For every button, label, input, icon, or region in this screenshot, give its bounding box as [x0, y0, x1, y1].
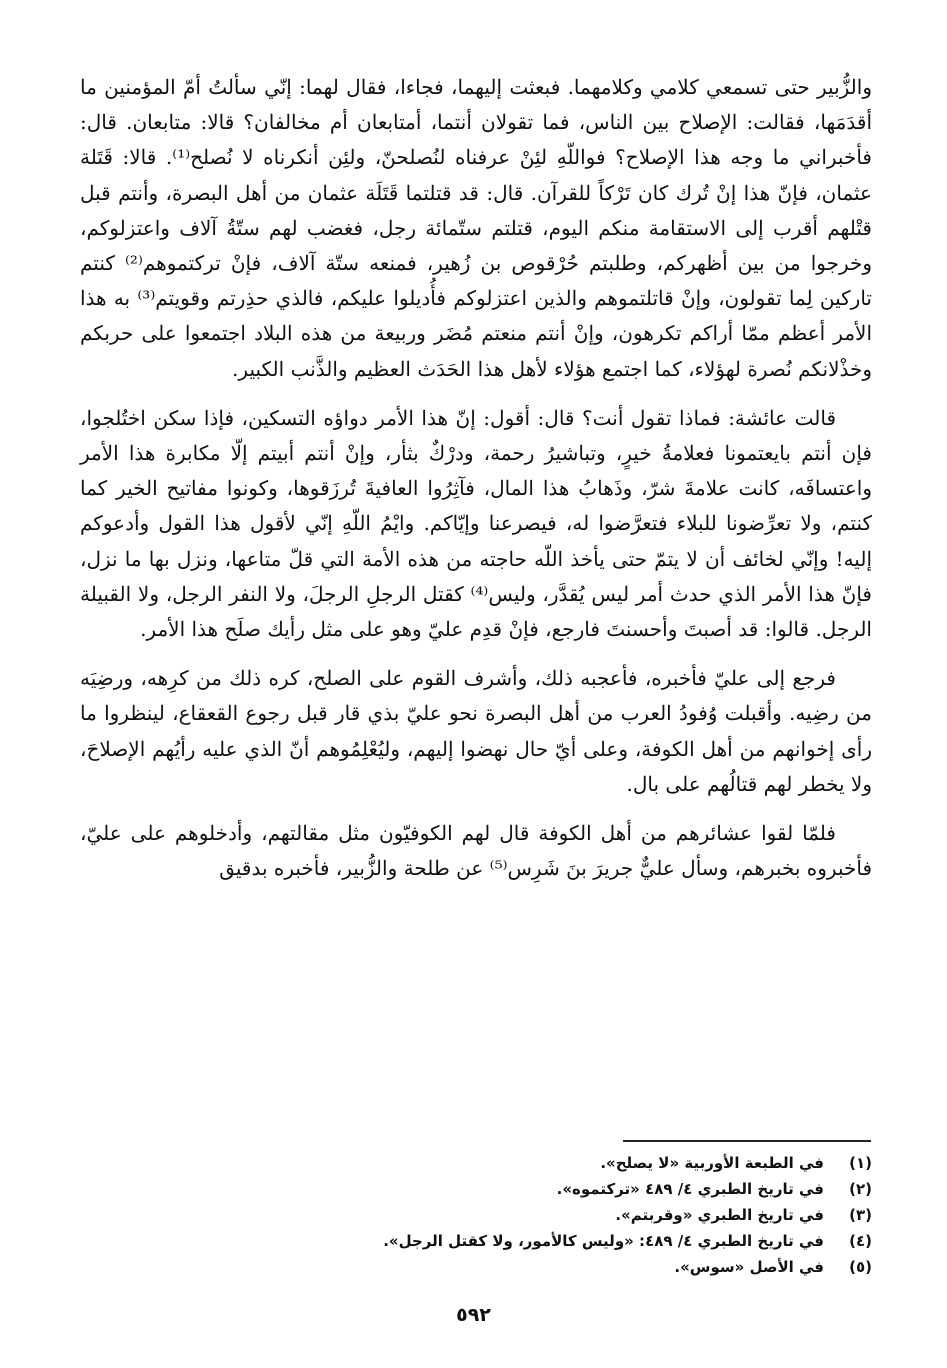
footnote-divider — [623, 1140, 871, 1142]
paragraph-2: قالت عائشة: فماذا تقول أنت؟ قال: أقول: إنّ هذا الأمر دواؤه التسكين، فإذا سكن اختُلجوا، فإن أنتم بايعتمونا فعلامةُ خيرٍ، وتباشيرُ رحمة، ودرْكٌ بثأر، وإنْ أنتم أبيتم إلّا مكابرة هذا الأمر واعتسافَه، كانت علامةَ شرّ، وذَهابُ هذا المال، فآثِرُوا العافيةَ تُرزَقوها، وكونوا مفاتيح الخير كما كنتم، ولا تعرِّضونا للبلاء فتعرَّضوا له، فيصرعنا وإيّاكم. وايْمُ اللّهِ إنّي لأقول هذا القول وأدعوكم إليه! وإنّي لخائف أن لا يتمّ حتى يأخذ اللّه حاجته من هذه الأمة التي قلّ متاعها، ونزل بها ما نزل، فإنّ هذا الأمر الذي حدث أمر ليس يُقدَّر، وليس⁽⁴⁾ كقتل الرجلِ الرجلَ، ولا النفر الرجل، ولا القبيلة الرجل. قالوا: قد أصبتَ وأحسنتَ فارجع، فإنْ قدِم عليّ وهو على مثل رأيك صلَح هذا الأمر. — [80, 405, 872, 642]
footnote-4 — [80, 1228, 872, 1254]
page-number: ٥٩٢ — [456, 1304, 491, 1326]
paragraph-3: فرجع إلى عليّ فأخبره، فأعجبه ذلك، وأشرف القوم على الصلح، كره ذلك من كرِهه، ورضِيَه من رضِيه. وأقبلت وُفودُ العرب من أهل البصرة نحو عليّ بذي قار قبل رجوع القعقاع، لينظروا ما رأى إخوانهم من أهل الكوفة، وعلى أيّ حال نهضوا إليهم، وليُعْلِمُوهم أنّ الذي عليه رأيُهم الإصلاحَ، ولا يخطر لهم قتالُهم على بال. — [80, 666, 872, 796]
footnote-5 — [80, 1254, 872, 1280]
footnote-text: في تاريخ الطبري ٤/ ٤٨٩: «وليس كالأمور، ولا كقتل الرجل». — [383, 1232, 824, 1250]
footnotes — [80, 1150, 872, 1280]
footnote-text: في تاريخ الطبري ٤/ ٤٨٩ «تركتموه». — [556, 1180, 824, 1198]
footnote-number: (٣) — [849, 1206, 872, 1224]
footnote-text: في الأصل «سوس». — [674, 1258, 824, 1276]
footnote-3 — [80, 1202, 872, 1228]
footnote-2 — [80, 1176, 872, 1202]
footnote-1 — [80, 1150, 872, 1176]
footnote-text: في تاريخ الطبري «وقربتم». — [615, 1206, 824, 1224]
footnote-number: (١) — [849, 1154, 872, 1172]
main-text — [80, 70, 872, 900]
footnote-number: (٥) — [849, 1258, 872, 1276]
paragraph-4: فلمّا لقوا عشائرهم من أهل الكوفة قال لهم الكوفيّون مثل مقالتهم، وأدخلوهم على عليّ، فأخبروه بخبرهم، وسأل عليٌّ جريرَ بنَ شَرِس⁽⁵⁾ عن طلحة والزُّبير، فأخبره بدقيق — [80, 821, 872, 881]
paragraph-1: والزُّبير حتى تسمعي كلامي وكلامهما. فبعثت إليهما، فجاءا، فقال لهما: إنّي سألتُ أمّ المؤمنين ما أقدَمَها، فقالت: الإصلاح بين الناس، فما تقولان أنتما، أمتابعان أم مخالفان؟ قالا: متابعان. قال: فأخبراني ما وجه هذا الإصلاح؟ فواللّهِ لئِنْ عرفناه لنُصلحنّ، ولئِن أنكرناه لا نُصلح⁽¹⁾. قالا: قَتَلة عثمان، فإنّ هذا إنْ تُرك كان تَرْكاً للقرآن. قال: قد قتلتما قَتَلَة عثمان من أهل البصرة، وأنتم قبل قتْلهم أقرب إلى الاستقامة منكم اليوم، قتلتم ستّمائة رجل، فغضب لهم ستّةُ آلاف واعتزلوكم، وخرجوا من بين أظهركم، وطلبتم حُرْقوص بن زُهير، فمنعه ستّة آلاف، فإنْ تركتموهم⁽²⁾ كنتم تاركين لِما تقولون، وإنْ قاتلتموهم والذين اعتزلوكم فأُديلوا عليكم، فالذي حذِرتم وقويتم⁽³⁾ به هذا الأمر أعظم ممّا أراكم تكرهون، وإنْ أنتم منعتم مُضَر وربيعة من هذه البلاد اجتمعوا على حربكم وخذْلانكم نُصرة لهؤلاء، كما اجتمع هؤلاء لأهل هذا الحَدَث العظيم والذَّنب الكبير. — [80, 75, 872, 381]
footnote-text: في الطبعة الأوربية «لا يصلح». — [600, 1154, 824, 1172]
footnote-number: (٢) — [849, 1180, 872, 1198]
footnote-number: (٤) — [849, 1232, 872, 1250]
